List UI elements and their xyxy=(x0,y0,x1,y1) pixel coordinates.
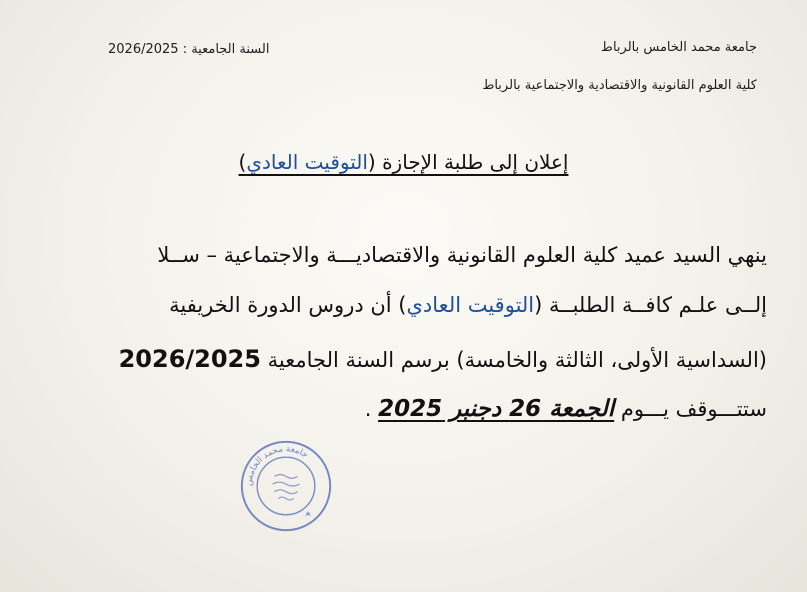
title-highlight: التوقيت العادي xyxy=(246,150,368,174)
academic-year-inline: 2026/2025 xyxy=(118,345,261,373)
announcement-title xyxy=(0,150,807,174)
title-prefix: إعلان إلى طلبة الإجازة ( xyxy=(367,150,569,174)
stamp-ring-text: جامعة محمد الخامس xyxy=(244,444,310,487)
svg-text:جامعة محمد الخامس xyxy=(244,444,310,486)
title-text xyxy=(239,150,569,174)
body-line-2-highlight: التوقيت العادي xyxy=(406,293,535,317)
university-name: جامعة محمد الخامس بالرباط xyxy=(600,40,757,55)
body-line-2 xyxy=(169,293,767,317)
body-line-2-end: ) أن دروس الدورة الخريفية xyxy=(169,293,407,317)
body-line-4-end: . xyxy=(364,397,372,421)
body-line-3 xyxy=(119,345,767,373)
body-line-2-start: إلــى علـم كافــة الطلبــة ( xyxy=(534,293,767,317)
title-suffix: ) xyxy=(238,150,247,174)
faculty-name: كلية العلوم القانونية والاقتصادية والاجتماعية بالرباط xyxy=(482,78,757,93)
body-line-4-start: ستتـــوقف يـــوم xyxy=(620,397,767,421)
body-line-3-start: (السداسية الأولى، الثالثة والخامسة) برسم السنة الجامعية xyxy=(267,348,767,372)
body-line-4 xyxy=(365,396,767,422)
official-stamp xyxy=(238,438,334,534)
body-line-1: ينهي السيد عميد كلية العلوم القانونية والاقتصاديـــة والاجتماعية – ســلا xyxy=(157,243,767,267)
academic-year: السنة الجامعية : 2026/2025 xyxy=(108,42,270,57)
stop-date: الجمعة 26 دجنبر 2025 xyxy=(378,396,615,422)
